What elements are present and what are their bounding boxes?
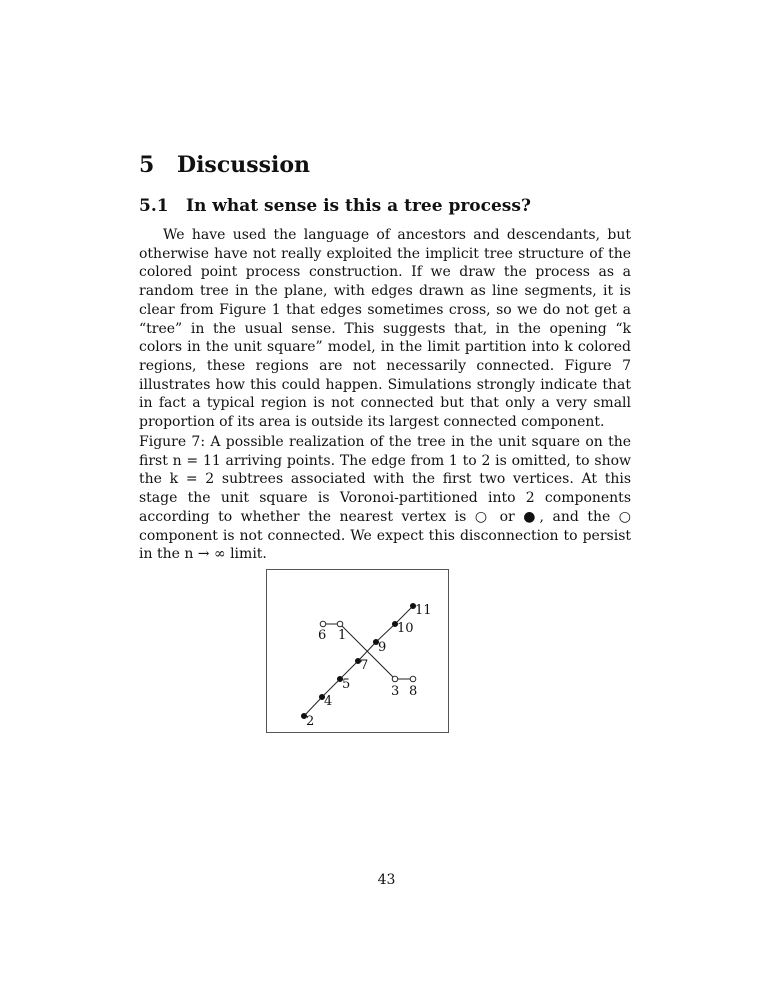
- figure-7: [266, 569, 449, 733]
- tree-node-label: 1: [338, 628, 347, 643]
- tree-node-label: 5: [342, 677, 351, 692]
- tree-node-label: 7: [360, 658, 369, 673]
- tree-node-6: [320, 621, 326, 627]
- subsection-heading: [139, 196, 531, 216]
- tree-diagram: [267, 570, 448, 732]
- figure-caption: Figure 7: A possible realization of the tree in the unit square on the first n = 11 arriving points. The edge from 1 to 2 is omitted, to show the k = 2 subtrees associated with the first two vertices. At this stage the unit square is Voronoi-partitioned into 2 components according to whether the nearest vertex is ○ or ●, and the ○ component is not connected. We expect this disconnection to persist in the n → ∞ limit.: [139, 434, 631, 563]
- section-title: Discussion: [177, 152, 311, 178]
- subsection-title: In what sense is this a tree process?: [186, 196, 531, 216]
- tree-node-label: 4: [324, 694, 333, 709]
- tree-node-label: 11: [415, 603, 432, 618]
- tree-node-label: 6: [318, 628, 327, 643]
- subsection-number: 5.1: [139, 196, 169, 216]
- section-number: 5: [139, 152, 155, 178]
- tree-node-1: [337, 621, 343, 627]
- section-heading: [139, 152, 310, 178]
- tree-node-label: 9: [378, 640, 387, 655]
- tree-node-3: [392, 676, 398, 682]
- page-number: 43: [377, 872, 396, 888]
- tree-node-8: [410, 676, 416, 682]
- tree-node-label: 8: [409, 684, 418, 699]
- body-paragraph: We have used the language of ancestors and descendants, but otherwise have not really exploited the implicit tree structure of the colored point process construction. If we draw the process as a random tree in the plane, with edges drawn as line segments, it is clear from Figure 1 that edges sometimes cross, so we do not get a “tree” in the usual sense. This suggests that, in the opening “k colors in the unit square” model, in the limit partition into k colored regions, these regions are not necessarily connected. Figure 7 illustrates how this could happen. Simulations strongly indicate that in fact a typical region is not connected but that only a very small proportion of its area is outside its largest connected component.: [139, 227, 631, 431]
- tree-node-label: 2: [306, 714, 315, 729]
- tree-node-label: 10: [397, 621, 414, 636]
- tree-node-label: 3: [391, 684, 400, 699]
